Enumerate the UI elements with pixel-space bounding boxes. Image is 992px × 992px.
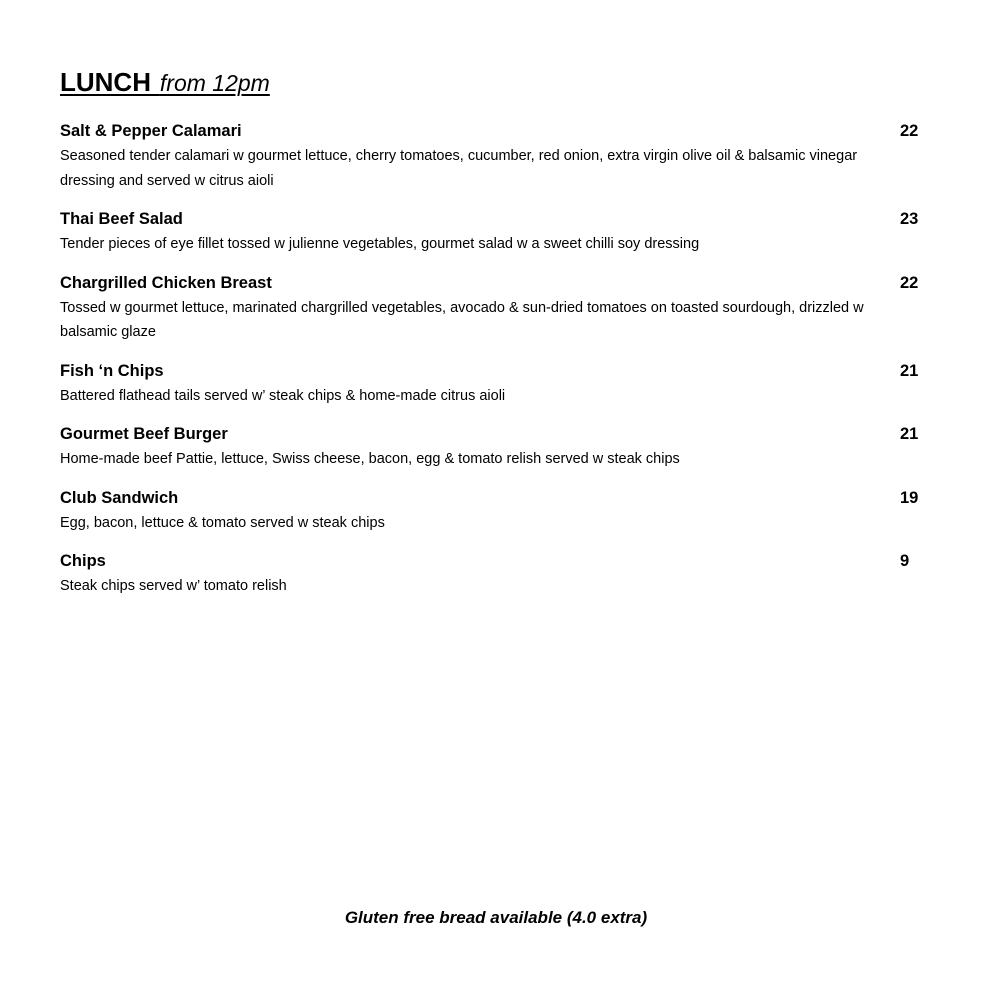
menu-item-name: Thai Beef Salad xyxy=(60,210,183,228)
menu-item-price: 19 xyxy=(900,488,919,507)
menu-item-price: 21 xyxy=(900,425,919,443)
menu-item-description: Egg, bacon, lettuce & tomato served w steak chips xyxy=(60,514,385,531)
menu-item-description: Seasoned tender calamari w gourmet lettuce, cherry tomatoes, cucumber, red onion, extra virgin olive oil & balsamic vinegar dressing and served w citrus aioli xyxy=(60,148,858,189)
menu-item-description: Tender pieces of eye fillet tossed w julienne vegetables, gourmet salad w a sweet chilli soy dressing xyxy=(60,236,700,252)
menu-item xyxy=(60,423,930,472)
menu-item-name: Club Sandwich xyxy=(60,488,179,507)
menu-item xyxy=(60,120,930,193)
menu-item xyxy=(60,550,930,599)
gluten-free-note: Gluten free bread available (4.0 extra) xyxy=(344,908,648,927)
menu-item-description: Steak chips served w’ tomato relish xyxy=(60,578,287,594)
menu-item xyxy=(60,360,930,409)
menu-item-price: 23 xyxy=(900,210,919,228)
menu-item xyxy=(60,272,930,345)
menu-item-price: 21 xyxy=(900,361,919,380)
menu-item-name: Chargrilled Chicken Breast xyxy=(60,273,272,292)
menu-items xyxy=(60,120,930,599)
menu-subtitle: from 12pm xyxy=(159,70,270,96)
lunch-menu xyxy=(60,62,930,614)
menu-item-price: 22 xyxy=(900,273,919,292)
menu-item-name: Gourmet Beef Burger xyxy=(60,425,228,443)
menu-item-price: 22 xyxy=(900,122,919,140)
menu-item xyxy=(60,208,930,257)
menu-item-name: Chips xyxy=(60,552,106,570)
menu-item-description: Tossed w gourmet lettuce, marinated chargrilled vegetables, avocado & sun-dried tomatoes on toasted sourdough, drizzled w balsamic glaze xyxy=(60,299,864,340)
menu-item-name: Fish ‘n Chips xyxy=(60,361,164,380)
menu-item-description: Battered flathead tails served w’ steak chips & home-made citrus aioli xyxy=(60,387,506,404)
menu-item-name: Salt & Pepper Calamari xyxy=(60,122,242,140)
menu-heading xyxy=(60,62,930,98)
menu-item-price: 9 xyxy=(900,552,910,570)
menu-item xyxy=(60,487,930,536)
menu-title: LUNCH xyxy=(60,67,151,97)
menu-item-description: Home-made beef Pattie, lettuce, Swiss cheese, bacon, egg & tomato relish served w steak chips xyxy=(60,451,680,467)
